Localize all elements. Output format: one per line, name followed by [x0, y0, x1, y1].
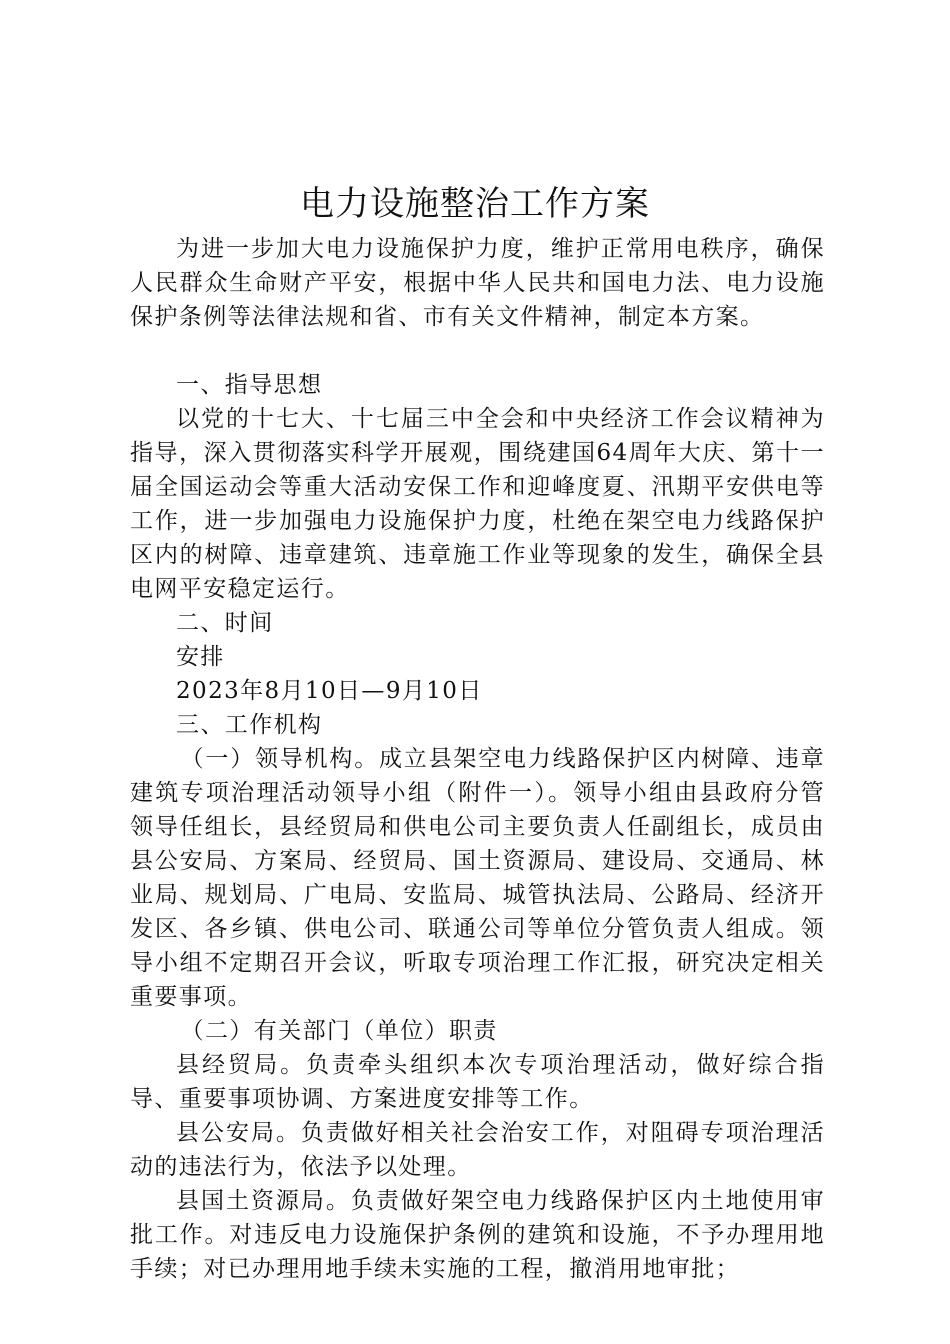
- duties-subheading: （二）有关部门（单位）职责: [180, 1018, 498, 1044]
- duty-paragraph: 县公安局。负责做好相关社会治安工作，对阻碍专项治理活动的违法行为，依法予以处理。: [130, 1120, 825, 1180]
- section-heading-time-continued: 安排: [176, 644, 225, 670]
- guiding-ideology-paragraph: 以党的十七大、十七届三中全会和中央经济工作会议精神为指导，深入贯彻落实科学开展观，围绕建国64周年大庆、第十一届全国运动会等重大活动安保工作和迎峰度夏、汛期平安供电等工作，进一步加强电力设施保护力度，杜绝在架空电力线路保护区内的树障、违章建筑、违章施工作业等现象的发生，确保全县电网平安稳定运行。: [130, 406, 825, 602]
- duty-paragraph: 县经贸局。负责牵头组织本次专项治理活动，做好综合指导、重要事项协调、方案进度安排等工作。: [130, 1052, 825, 1112]
- section-heading-organization: 三、工作机构: [176, 712, 323, 738]
- intro-paragraph: 为进一步加大电力设施保护力度，维护正常用电秩序，确保人民群众生命财产平安，根据中华人民共和国电力法、电力设施保护条例等法律法规和省、市有关文件精神，制定本方案。: [130, 236, 825, 330]
- duty-paragraph: 县国土资源局。负责做好架空电力线路保护区内土地使用审批工作。对违反电力设施保护条例的建筑和设施，不予办理用地手续；对已办理用地手续未实施的工程，撤消用地审批；: [130, 1188, 825, 1282]
- section-heading-time: 二、时间: [176, 610, 274, 636]
- section-heading-guiding-ideology: 一、指导思想: [176, 372, 323, 398]
- schedule-dates: 2023年8月10日—9月10日: [176, 678, 483, 704]
- document-title: 电力设施整治工作方案: [300, 184, 650, 224]
- leadership-paragraph: （一）领导机构。成立县架空电力线路保护区内树障、违章建筑专项治理活动领导小组（附件一）。领导小组由县政府分管领导任组长，县经贸局和供电公司主要负责人任副组长，成员由县公安局、方案局、经贸局、国土资源局、建设局、交通局、林业局、规划局、广电局、安监局、城管执法局、公路局、经济开发区、各乡镇、供电公司、联通公司等单位分管负责人组成。领导小组不定期召开会议，听取专项治理工作汇报，研究决定相关重要事项。: [130, 746, 825, 1010]
- document-body: [130, 232, 825, 1286]
